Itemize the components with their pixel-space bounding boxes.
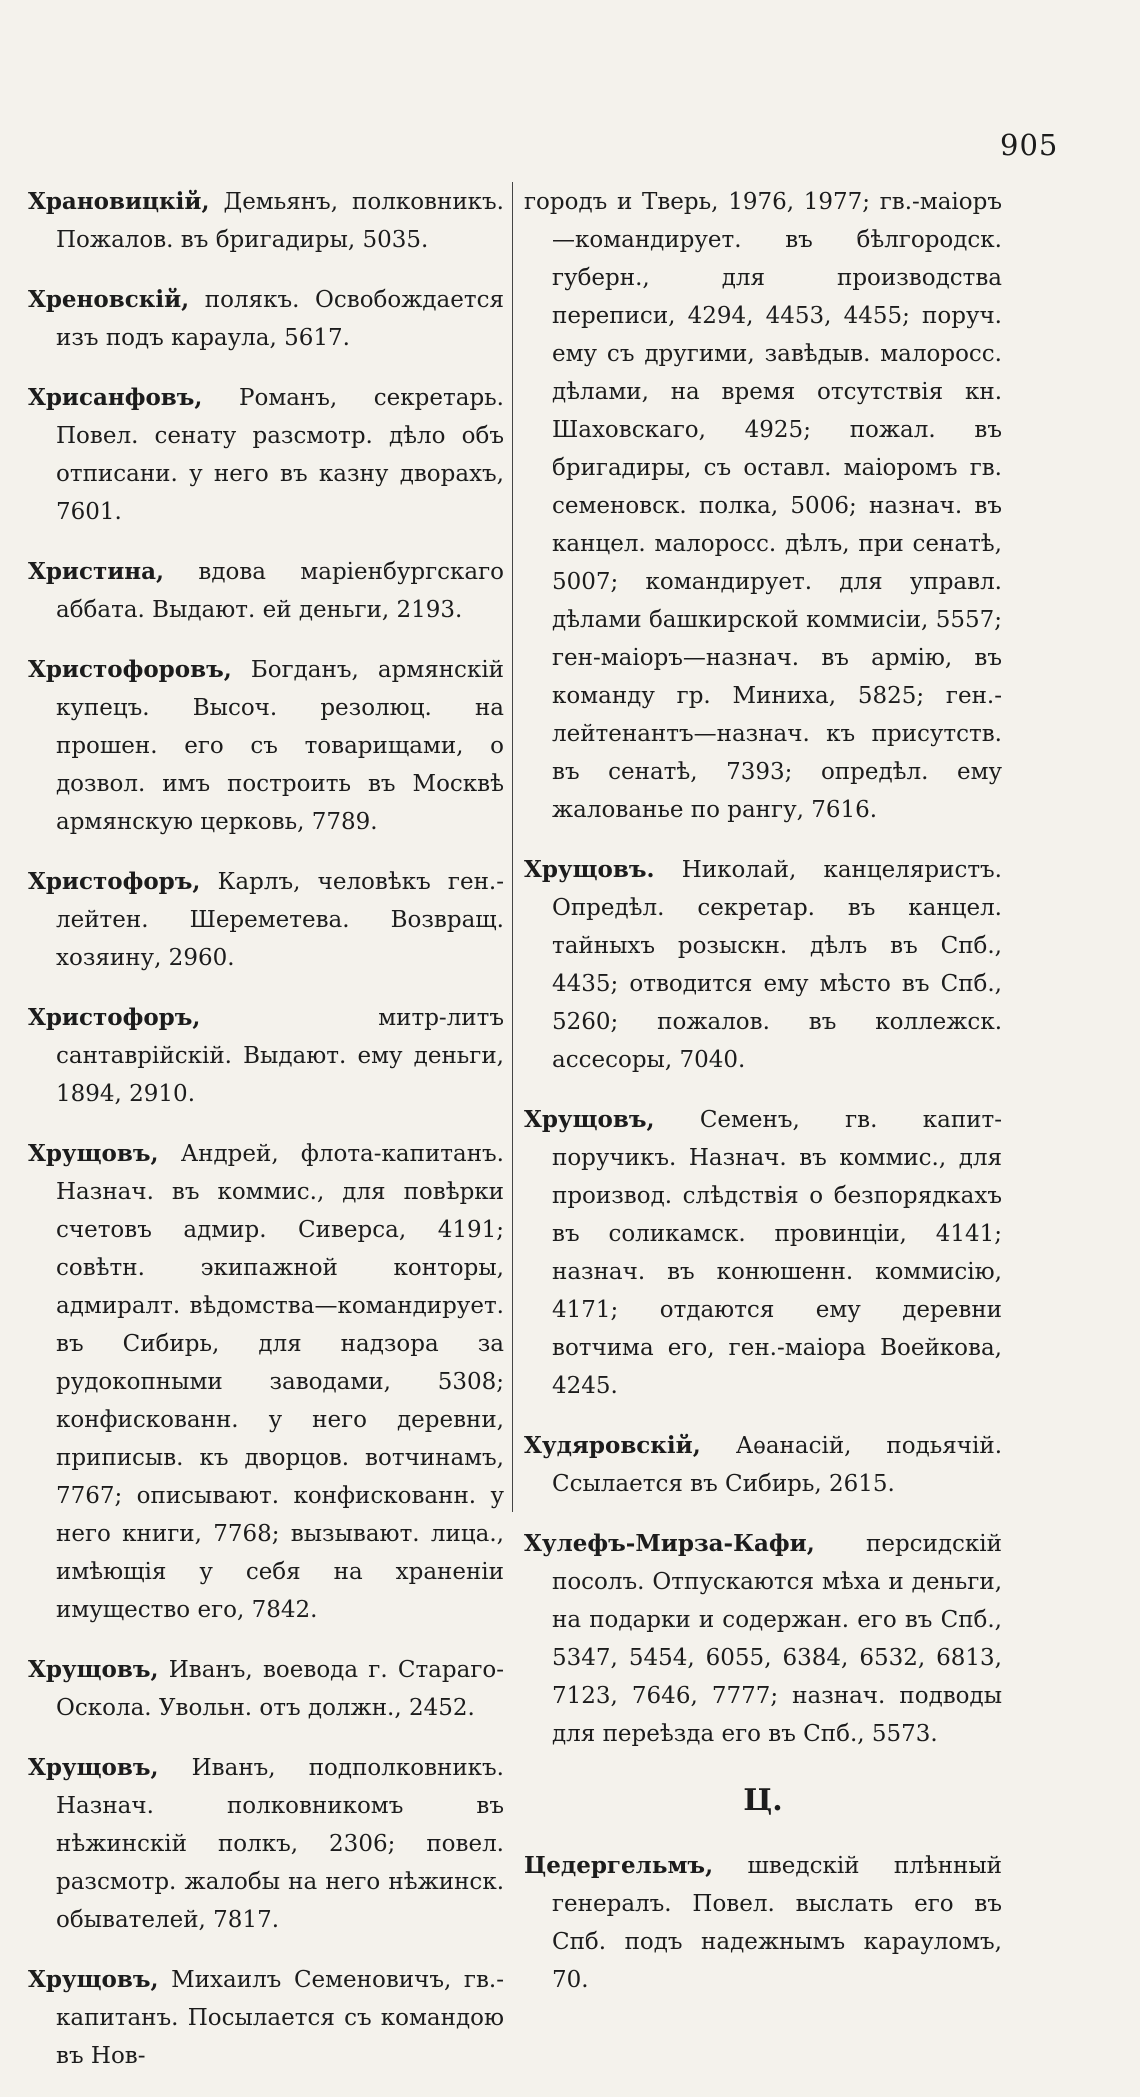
section-letter-heading: Ц. [743, 1783, 783, 1818]
entry-text: вдова маріенбургскаго аббата. Выдают. ей деньги, 2193. [56, 559, 504, 623]
index-entry [28, 1135, 504, 1629]
right-column [524, 183, 1002, 2021]
entry-headword: Христофоровъ, [28, 656, 232, 683]
entry-text: Иванъ, подполковникъ. Назнач. полковникомъ въ нѣжинскій полкъ, 2306; повел. разсмотр. жалобы на него нѣжинск. обывателей, 7817. [56, 1755, 504, 1933]
index-entry [524, 1101, 1002, 1405]
index-entry-continuation [524, 183, 1002, 829]
index-entry [28, 1749, 504, 1939]
entry-headword: Хрущовъ, [28, 1966, 159, 1993]
column-divider [512, 182, 513, 1512]
entry-text: Михаилъ Семеновичъ, гв.-капитанъ. Посылается съ командою въ Нов- [56, 1967, 504, 2069]
entry-headword: Христофоръ, [28, 868, 201, 895]
index-entry [28, 999, 504, 1113]
entry-headword: Хрущовъ, [28, 1140, 159, 1167]
entry-headword: Христофоръ, [28, 1004, 201, 1031]
index-entry [28, 1961, 504, 2075]
entry-headword: Хреновскій, [28, 286, 190, 313]
entry-text: шведскій плѣнный генералъ. Повел. выслать его въ Спб. подъ надежнымъ карауломъ, 70. [552, 1853, 1002, 1993]
entry-text: Карлъ, человѣкъ ген.-лейтен. Шереметева. Возвращ. хозяину, 2960. [56, 869, 505, 971]
entry-text: Богданъ, армянскій купецъ. Высоч. резолюц. на прошен. его съ товарищами, о дозвол. имъ построить въ Москвѣ армянскую церковь, 7789. [56, 657, 504, 835]
entry-text: Андрей, флота-капитанъ. Назнач. въ коммис., для повѣрки счетовъ адмир. Сиверса, 4191; совѣтн. экипажной конторы, адмиралт. вѣдомства—командирует. въ Сибирь, для надзора за рудокопными заводами, 5308; конфискованн. у него деревни, приписыв. къ дворцов. вотчинамъ, 7767; описывают. конфискованн. у него книги, 7768; вызывают. лица., имѣющія у себя на храненіи имущество его, 7842. [56, 1141, 504, 1623]
index-entry [524, 1847, 1002, 1999]
entry-text: персидскій посолъ. Отпускаются мѣха и деньги, на подарки и содержан. его въ Спб., 5347, 5454, 6055, 6384, 6532, 6813, 7123, 7646, 7777; назнач. подводы для переѣзда его въ Спб., 5573. [552, 1531, 1002, 1747]
index-entry [28, 863, 504, 977]
entry-headword: Хулефъ-Мирза-Кафи, [524, 1530, 815, 1557]
entry-headword: Хрущовъ. [524, 856, 655, 883]
index-entry [28, 379, 504, 531]
entry-headword: Худяровскій, [524, 1432, 701, 1459]
index-entry [28, 651, 504, 841]
index-entry [524, 1525, 1002, 1753]
page-number: 905 [1000, 128, 1059, 162]
entry-text: Иванъ, воевода г. Стараго-Оскола. Увольн. отъ должн., 2452. [56, 1657, 504, 1721]
entry-text: Аѳанасій, подьячій. Ссылается въ Сибирь, 2615. [552, 1433, 1003, 1497]
entry-text: Семенъ, гв. капит-поручикъ. Назнач. въ коммис., для производ. слѣдствія о безпорядкахъ въ соликамск. провинціи, 4141; назнач. въ конюшенн. коммисію, 4171; отдаются ему деревни вотчима его, ген.-маіора Воейкова, 4245. [552, 1107, 1002, 1399]
index-entry [28, 183, 504, 259]
left-column [28, 183, 504, 2097]
entry-text: городъ и Тверь, 1976, 1977; гв.-маіоръ—командирует. въ бѣлгородск. губерн., для производства переписи, 4294, 4453, 4455; поруч. ему съ другими, завѣдыв. малоросс. дѣлами, на время отсутствія кн. Шаховскаго, 4925; пожал. въ бригадиры, съ оставл. маіоромъ гв. семеновск. полка, 5006; назнач. въ канцел. малоросс. дѣлъ, при сенатѣ, 5007; командирует. для управл. дѣлами башкирской коммисіи, 5557; ген-маіоръ—назнач. въ армію, въ команду гр. Миниха, 5825; ген.-лейтенантъ—назнач. къ присутств. въ сенатѣ, 7393; опредѣл. ему жалованье по рангу, 7616. [524, 189, 1002, 823]
entry-text: Николай, канцеляристъ. Опредѣл. секретар. въ канцел. тайныхъ розыскн. дѣлъ въ Спб., 4435; отводится ему мѣсто въ Спб., 5260; пожалов. въ коллежск. ассесоры, 7040. [552, 857, 1002, 1073]
entry-text: Романъ, секретарь. Повел. сенату разсмотр. дѣло объ отписани. у него въ казну дворахъ, 7601. [56, 385, 504, 525]
entry-headword: Хрущовъ, [524, 1106, 655, 1133]
entry-text: полякъ. Освобождается изъ подъ караула, 5617. [56, 287, 504, 351]
entry-headword: Христина, [28, 558, 165, 585]
index-entry [28, 553, 504, 629]
entry-headword: Хрущовъ, [28, 1754, 159, 1781]
entry-headword: Хрисанфовъ, [28, 384, 203, 411]
index-entry [524, 851, 1002, 1079]
index-entry [28, 281, 504, 357]
index-entry [28, 1651, 504, 1727]
entry-headword: Храновицкій, [28, 188, 210, 215]
index-entry [524, 1427, 1002, 1503]
entry-headword: Хрущовъ, [28, 1656, 159, 1683]
entry-text: митр-литъ сантаврійскій. Выдают. ему деньги, 1894, 2910. [56, 1005, 504, 1107]
entry-headword: Цедергельмъ, [524, 1852, 714, 1879]
entry-text: Демьянъ, полковникъ. Пожалов. въ бригадиры, 5035. [56, 189, 504, 253]
